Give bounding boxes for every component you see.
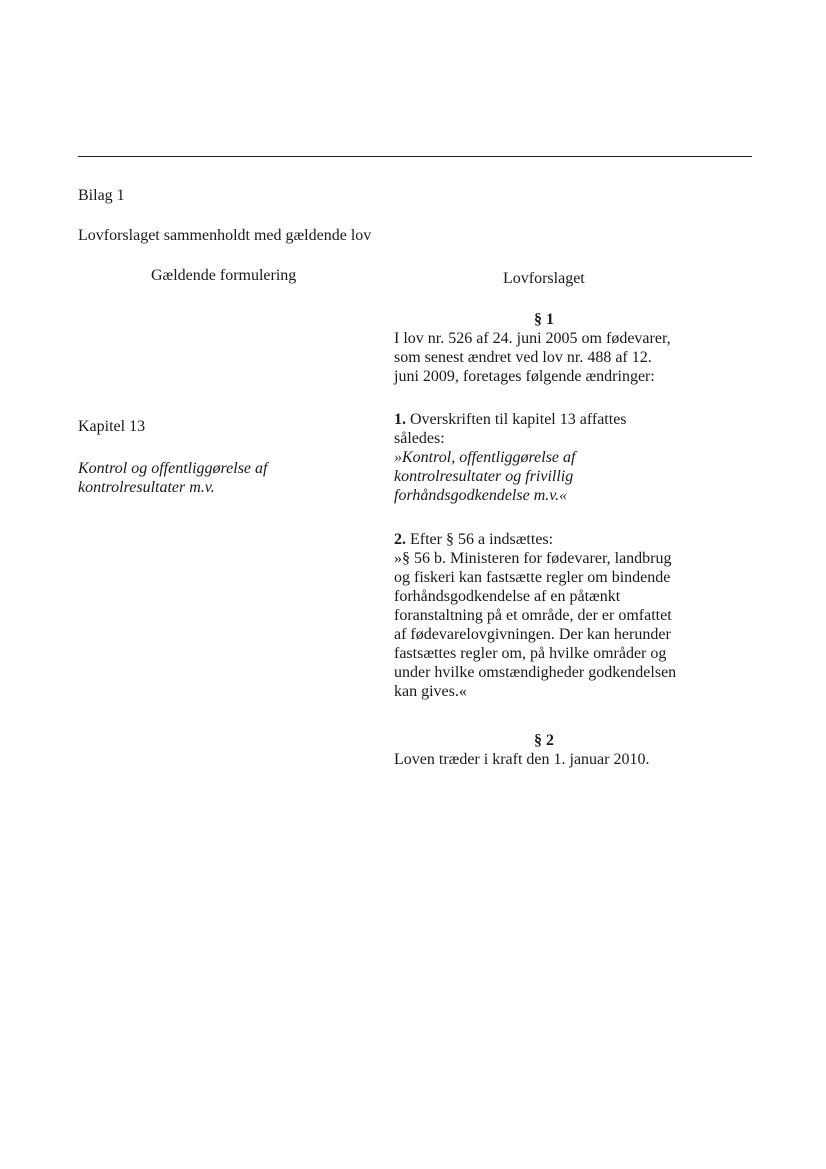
amendment-1-line-1 [394, 410, 704, 429]
amendment-2-text: Efter § 56 a indsættes: [406, 531, 554, 548]
amendment-2-body-line: og fiskeri kan fastsætte regler om bindende [394, 569, 671, 586]
amendment-2-body-line: under hvilke omstændigheder godkendelsen [394, 664, 677, 681]
amendment-2-body-line: fastsættes regler om, på hvilke områder og [394, 645, 667, 662]
column-header-proposal: Lovforslaget [503, 270, 585, 287]
amendment-1-quote-line: »Kontrol, offentliggørelse af [394, 449, 576, 466]
amendment-1-quote-line: forhåndsgodkendelse m.v.« [394, 487, 568, 504]
annex-label: Bilag 1 [78, 187, 125, 204]
section-2-heading: § 2 [534, 732, 554, 749]
amendment-2-body-line: af fødevarelovgivningen. Der kan herunder [394, 626, 671, 643]
section-2-text [394, 750, 704, 769]
document-title: Lovforslaget sammenholdt med gældende lov [78, 227, 372, 244]
amendment-1 [394, 410, 704, 505]
amendment-2-body-line: »§ 56 b. Ministeren for fødevarer, landbrug [394, 550, 672, 567]
section-1-line: I lov nr. 526 af 24. juni 2005 om fødevarer, [394, 330, 671, 347]
amendment-2-line-1 [394, 530, 704, 549]
chapter-heading-line-1: Kontrol og offentliggørelse af [78, 460, 268, 477]
amendment-2-body-line: kan gives.« [394, 683, 467, 700]
section-1-heading: § 1 [534, 311, 554, 328]
top-rule [78, 156, 752, 157]
amendment-2-body-line: foranstaltning på et område, der er omfattet [394, 607, 672, 624]
amendment-2-body-line: forhåndsgodkendelse af en påtænkt [394, 588, 621, 605]
chapter-heading-line-2: kontrolresultater m.v. [78, 479, 215, 496]
amendment-1-number: 1. [394, 411, 406, 428]
chapter-label: Kapitel 13 [78, 418, 146, 435]
section-2-line: Loven træder i kraft den 1. januar 2010. [394, 751, 650, 768]
section-1-intro [394, 329, 704, 386]
section-1-line: som senest ændret ved lov nr. 488 af 12. [394, 349, 652, 366]
amendment-1-quote-line: kontrolresultater og frivillig [394, 468, 574, 485]
section-1-line: juni 2009, foretages følgende ændringer: [394, 368, 655, 385]
amendment-1-text: Overskriften til kapitel 13 affattes [406, 411, 627, 428]
amendment-2-number: 2. [394, 531, 406, 548]
amendment-2 [394, 530, 704, 701]
amendment-1-line-2: således: [394, 430, 445, 447]
column-header-current: Gældende formulering [151, 267, 297, 284]
